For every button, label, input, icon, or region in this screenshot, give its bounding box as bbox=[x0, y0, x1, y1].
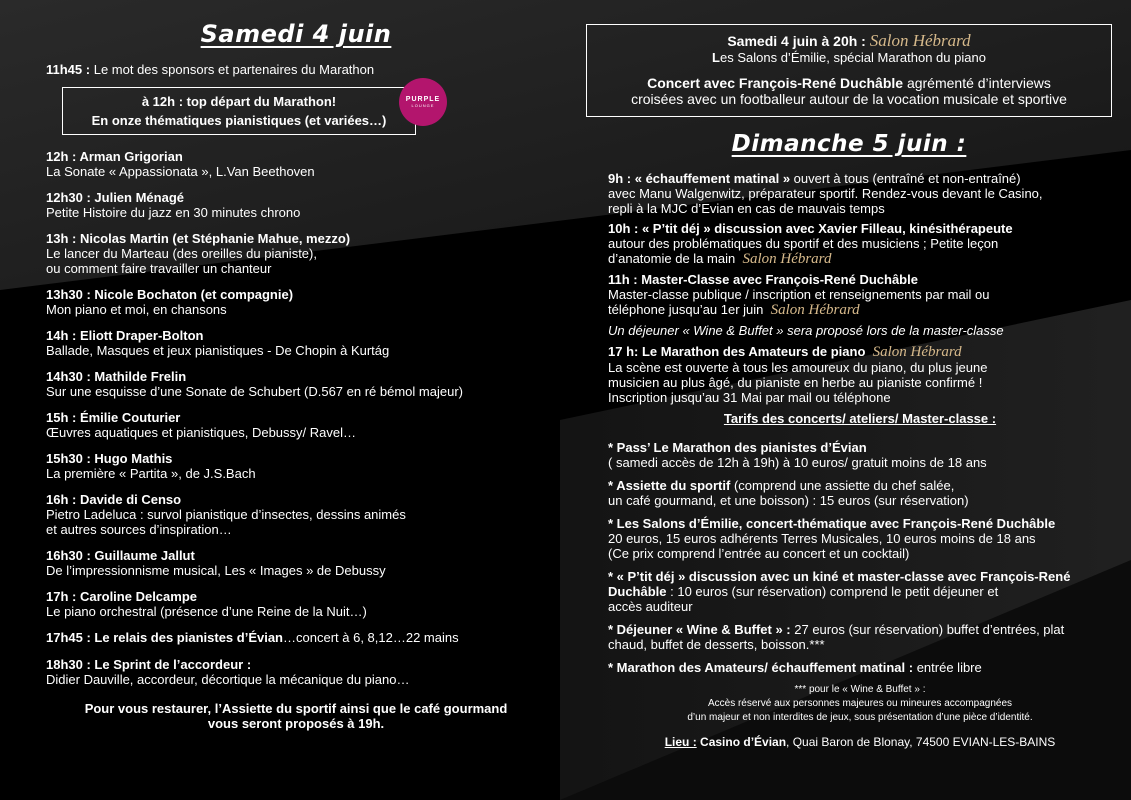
evening-title-prefix: Samedi 4 juin à 20h : bbox=[727, 33, 866, 49]
e9-line-3: repli à la MJC d’Evian en cas de mauvais temps bbox=[608, 201, 885, 216]
tarif-dejeuner bbox=[608, 622, 1112, 652]
t1-title: * Pass’ Le Marathon des pianistes d’Évian bbox=[608, 440, 867, 455]
event-description: Pietro Ladeluca : survol pianistique d’insectes, dessins animés bbox=[46, 507, 406, 522]
e11-line-2: téléphone jusqu’au 1er juin bbox=[608, 302, 764, 317]
event-title: 16h : Davide di Censo bbox=[46, 492, 182, 507]
start-line-1: à 12h : top départ du Marathon! bbox=[141, 94, 337, 109]
t4-rest: : 10 euros (sur réservation) comprend le petit déjeuner et bbox=[666, 584, 999, 599]
event-description: Le lancer du Marteau (des oreilles du pianiste), bbox=[46, 246, 317, 261]
venue-line bbox=[608, 735, 1112, 749]
e10-title: 10h : « P’tit déj » discussion avec Xavier Filleau, kinésithérapeute bbox=[608, 221, 1013, 236]
venue-address: , Quai Baron de Blonay, 74500 EVIAN-LES-BAINS bbox=[786, 735, 1056, 749]
wine-buffet-note bbox=[608, 683, 1112, 725]
t2-rest: (comprend une assiette du chef salée, bbox=[730, 478, 955, 493]
t3-line-2: (Ce prix comprend l’entrée au concert et un cocktail) bbox=[608, 546, 910, 561]
note-line-1: *** pour le « Wine & Buffet » : bbox=[794, 684, 926, 695]
event-title: 15h30 : Hugo Mathis bbox=[46, 451, 173, 466]
saturday-event bbox=[46, 492, 546, 537]
food-note bbox=[46, 701, 546, 731]
note-line-2: Accès réservé aux personnes majeures ou mineures accompagnées bbox=[707, 698, 1013, 709]
tarif-ptit-dej bbox=[608, 569, 1112, 614]
t5-line: chaud, buffet de desserts, boisson.*** bbox=[608, 637, 825, 652]
t2-title: * Assiette du sportif bbox=[608, 478, 731, 493]
venue-label: Lieu : bbox=[664, 735, 697, 749]
event-title: 14h : Eliott Draper-Bolton bbox=[46, 328, 204, 343]
sprint-title: 18h30 : Le Sprint de l’accordeur : bbox=[46, 657, 252, 672]
event-11h bbox=[608, 272, 1112, 318]
saturday-event bbox=[46, 287, 546, 317]
tarif-amateurs bbox=[608, 660, 1112, 675]
event-title: 12h30 : Julien Ménagé bbox=[46, 190, 184, 205]
logo-text-1: PURPLE bbox=[405, 96, 441, 103]
sunday-heading: Dimanche 5 juin : bbox=[731, 131, 967, 157]
saturday-event bbox=[46, 548, 546, 578]
saturday-event bbox=[46, 451, 546, 481]
saturday-event bbox=[46, 589, 546, 619]
t6-title: * Marathon des Amateurs/ échauffement matinal : bbox=[608, 660, 914, 675]
food-note-line-2: vous seront proposés à 19h. bbox=[207, 716, 385, 731]
concert-line-1 bbox=[591, 75, 1107, 91]
relais-title: 17h45 : Le relais des pianistes d’Évian bbox=[46, 630, 283, 645]
evening-subtitle bbox=[591, 50, 1107, 65]
event-description: Mon piano et moi, en chansons bbox=[46, 302, 227, 317]
logo-text-2: LOUNGE bbox=[411, 103, 435, 108]
evening-title bbox=[591, 32, 1107, 50]
event-title: 12h : Arman Grigorian bbox=[46, 149, 183, 164]
t1-line: ( samedi accès de 12h à 19h) à 10 euros/ gratuit moins de 18 ans bbox=[608, 455, 987, 470]
event-description: et autres sources d’inspiration… bbox=[46, 522, 232, 537]
e10-line-1: autour des problématiques du sportif et des musiciens ; Petite leçon bbox=[608, 236, 999, 251]
food-note-line-1: Pour vous restaurer, l’Assiette du sportif ainsi que le café gourmand bbox=[84, 701, 508, 716]
lunch-note: Un déjeuner « Wine & Buffet » sera proposé lors de la master-classe bbox=[608, 323, 1004, 338]
saturday-event bbox=[46, 149, 546, 179]
event-title: 14h30 : Mathilde Frelin bbox=[46, 369, 187, 384]
tarifs-list bbox=[586, 440, 1112, 675]
concert-rest: agrémenté d’interviews bbox=[903, 75, 1051, 91]
saturday-event bbox=[46, 190, 546, 220]
saturday-heading: Samedi 4 juin bbox=[200, 20, 392, 48]
tarifs-heading: Tarifs des concerts/ ateliers/ Master-classe : bbox=[723, 411, 997, 426]
saturday-event bbox=[46, 369, 546, 399]
e11-salon: Salon Hébrard bbox=[770, 302, 860, 318]
venue-name: Casino d’Évian bbox=[696, 735, 787, 749]
event-title: 15h : Émilie Couturier bbox=[46, 410, 181, 425]
e17-line-1: La scène est ouverte à tous les amoureux du piano, du plus jeune bbox=[608, 360, 988, 375]
intro-time: 11h45 : bbox=[46, 62, 91, 77]
concert-bold: Concert avec François-René Duchâble bbox=[647, 75, 904, 91]
t2-line: un café gourmand, et une boisson) : 15 euros (sur réservation) bbox=[608, 493, 969, 508]
t4-line: accès auditeur bbox=[608, 599, 693, 614]
relais-text: …concert à 6, 8,12…22 mains bbox=[283, 630, 459, 645]
event-title: 13h30 : Nicole Bochaton (et compagnie) bbox=[46, 287, 294, 302]
t3-title: * Les Salons d’Émilie, concert-thématique avec François-René Duchâble bbox=[608, 516, 1056, 531]
evening-salon: Salon Hébrard bbox=[869, 31, 971, 50]
t5-rest: 27 euros (sur réservation) buffet d’entrées, plat bbox=[790, 622, 1065, 637]
evening-subtitle-rest: es Salons d’Émilie, spécial Marathon du piano bbox=[720, 50, 986, 65]
event-description: ou comment faire travailler un chanteur bbox=[46, 261, 272, 276]
right-column bbox=[586, 24, 1112, 749]
e11-title: 11h : Master-Classe avec François-René Duchâble bbox=[608, 272, 918, 287]
e9-rest: ouvert à tous (entraîné et non-entraîné) bbox=[790, 171, 1021, 186]
relais-line bbox=[46, 630, 546, 645]
t5-title: * Déjeuner « Wine & Buffet » : bbox=[608, 622, 791, 637]
concert-line-2: croisées avec un footballeur autour de la vocation musicale et sportive bbox=[631, 91, 1067, 107]
e17-line-3: Inscription jusqu’au 31 Mai par mail ou téléphone bbox=[608, 390, 891, 405]
saturday-event bbox=[46, 328, 546, 358]
intro-text: Le mot des sponsors et partenaires du Marathon bbox=[93, 62, 375, 77]
t3-line-1: 20 euros, 15 euros adhérents Terres Musicales, 10 euros moins de 18 ans bbox=[608, 531, 1036, 546]
sunday-events bbox=[586, 171, 1112, 405]
e11-line-1: Master-classe publique / inscription et renseignements par mail ou bbox=[608, 287, 990, 302]
sprint-event bbox=[46, 657, 546, 687]
t4-title: * « P’tit déj » discussion avec un kiné et master-classe avec François-René bbox=[608, 569, 1071, 584]
e10-line-2: d’anatomie de la main bbox=[608, 251, 736, 266]
saturday-events bbox=[46, 149, 546, 619]
event-10h bbox=[608, 221, 1112, 267]
note-line-3: d’un majeur et non interdites de jeux, sous présentation d’une pièce d’identité. bbox=[687, 712, 1033, 723]
sprint-text: Didier Dauville, accordeur, décortique la mécanique du piano… bbox=[46, 672, 410, 687]
event-description: Œuvres aquatiques et pianistiques, Debussy/ Ravel… bbox=[46, 425, 356, 440]
t4-title-2: Duchâble bbox=[608, 584, 667, 599]
purple-lounge-logo bbox=[399, 78, 447, 126]
event-9h bbox=[608, 171, 1112, 216]
event-description: Ballade, Masques et jeux pianistiques - De Chopin à Kurtág bbox=[46, 343, 390, 358]
event-title: 16h30 : Guillaume Jallut bbox=[46, 548, 195, 563]
intro-line bbox=[46, 62, 546, 77]
e17-line-2: musicien au plus âgé, du pianiste en herbe au pianiste confirmé ! bbox=[608, 375, 983, 390]
e10-salon: Salon Hébrard bbox=[742, 251, 832, 267]
e9-title: 9h : « échauffement matinal » bbox=[608, 171, 791, 186]
event-17h bbox=[608, 344, 1112, 405]
start-line-2: En onze thématiques pianistiques (et variées…) bbox=[91, 113, 387, 128]
evening-subtitle-initial: L bbox=[712, 50, 720, 65]
event-description: La Sonate « Appassionata », L.Van Beethoven bbox=[46, 164, 315, 179]
event-description: Le piano orchestral (présence d’une Reine de la Nuit…) bbox=[46, 604, 367, 619]
saturday-evening-box bbox=[586, 24, 1112, 117]
event-title: 13h : Nicolas Martin (et Stéphanie Mahue, mezzo) bbox=[46, 231, 351, 246]
start-box bbox=[62, 87, 416, 135]
tarif-pass bbox=[608, 440, 1112, 470]
t6-rest: entrée libre bbox=[913, 660, 982, 675]
event-description: Sur une esquisse d’une Sonate de Schubert (D.567 en ré bémol majeur) bbox=[46, 384, 463, 399]
tarif-assiette bbox=[608, 478, 1112, 508]
e17-salon: Salon Hébrard bbox=[872, 344, 962, 360]
event-description: De l’impressionnisme musical, Les « Images » de Debussy bbox=[46, 563, 386, 578]
saturday-event bbox=[46, 231, 546, 276]
saturday-event bbox=[46, 410, 546, 440]
e17-title: 17 h: Le Marathon des Amateurs de piano bbox=[608, 344, 866, 359]
event-description: Petite Histoire du jazz en 30 minutes chrono bbox=[46, 205, 301, 220]
event-description: La première « Partita », de J.S.Bach bbox=[46, 466, 256, 481]
tarif-salons bbox=[608, 516, 1112, 561]
left-column bbox=[46, 20, 546, 731]
e9-line-2: avec Manu Walgenwitz, préparateur sportif. Rendez-vous devant le Casino, bbox=[608, 186, 1043, 201]
event-title: 17h : Caroline Delcampe bbox=[46, 589, 197, 604]
